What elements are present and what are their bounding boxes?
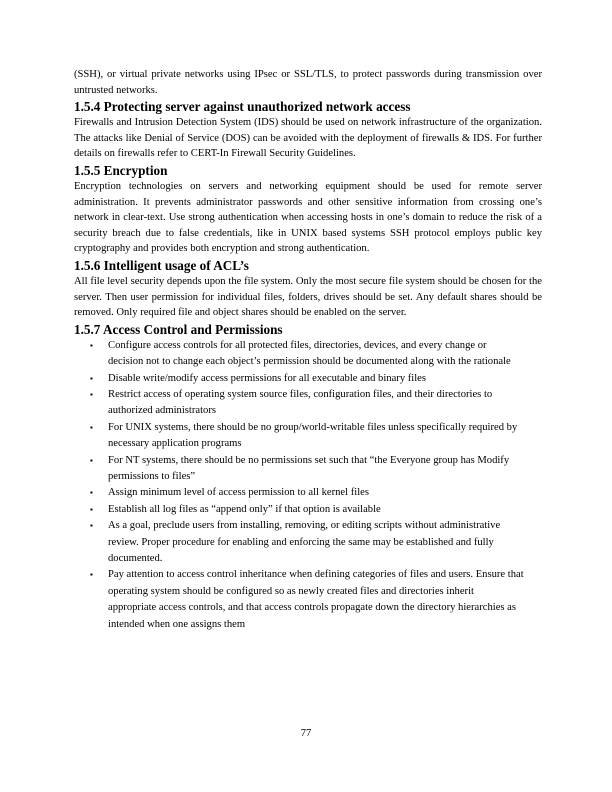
section-heading-1-5-7: 1.5.7 Access Control and Permissions	[74, 321, 283, 337]
square-bullet-icon: ▪	[90, 488, 93, 498]
list-item-text: For NT systems, there should be no permissions set such that “the Everyone group has Modify permissions to files”	[108, 454, 510, 482]
intro-paragraph: (SSH), or virtual private networks using IPsec or SSL/TLS, to protect passwords during transmission over untrusted networks.	[74, 69, 542, 96]
section-body-1-5-5: Encryption technologies on servers and networking equipment should be used for remote server administration. It prevents administrator passwords and other sensitive information from crossing one’s network in clear-text. Use strong authentication when accessing hosts in one’s domain to reduce the risk of a security breach due to false credentials, like in UNIX based systems SSH protocol employs public key cryptography and provides both encryption and strong authentication.	[74, 180, 542, 255]
list-item	[90, 453, 542, 486]
list-item-text: Restrict access of operating system source files, configuration files, and their directories to authorized administrators	[108, 388, 493, 417]
list-item	[90, 518, 542, 567]
list-item	[90, 567, 542, 633]
square-bullet-icon: ▪	[90, 389, 93, 399]
section-body-1-5-4: Firewalls and Intrusion Detection System (IDS) should be used on network infrastructure of the organization. The attacks like Denial of Service (DOS) can be avoided with the deployment of firewalls & IDS. For further details on firewalls refer to CERT-In Firewall Security Guidelines.	[74, 117, 542, 160]
list-item	[90, 371, 542, 387]
square-bullet-icon: ▪	[90, 504, 93, 514]
square-bullet-icon: ▪	[90, 570, 93, 580]
list-item-text: Pay attention to access control inheritance when defining categories of files and users. Ensure that operating system should be configured so as newly created files and directories inherit appropriate access controls, and that access controls propagate down the directory hierarchies as intended when one assigns them	[108, 569, 524, 630]
list-item	[90, 420, 542, 453]
page-number: 77	[300, 728, 312, 739]
square-bullet-icon: ▪	[90, 422, 93, 432]
list-item-text: Disable write/modify access permissions for all executable and binary files	[108, 372, 427, 384]
square-bullet-icon: ▪	[90, 455, 93, 465]
square-bullet-icon: ▪	[90, 521, 93, 531]
list-item-text: Assign minimum level of access permission to all kernel files	[108, 487, 369, 499]
section-heading-1-5-6: 1.5.6 Intelligent usage of ACL’s	[74, 257, 249, 273]
section-body-1-5-6: All file level security depends upon the file system. Only the most secure file system should be chosen for the server. Then user permission for individual files, folders, drives should be set. Any default shares should be removed. Only required file and object shares should be enabled on the server.	[74, 275, 542, 319]
access-control-bullet-list	[74, 338, 542, 633]
list-item	[90, 502, 542, 518]
list-item	[90, 387, 542, 420]
list-item-text: As a goal, preclude users from installing, removing, or editing scripts without administrative review. Proper procedure for enabling and enforcing the same may be established and fully documented.	[108, 520, 501, 564]
list-item-text: Configure access controls for all protected files, directories, devices, and every change or decision not to change each object’s permission should be documented along with the rationale	[108, 339, 511, 368]
section-heading-1-5-5: 1.5.5 Encryption	[74, 162, 168, 178]
list-item-text: For UNIX systems, there should be no group/world-writable files unless specifically required by necessary application programs	[108, 421, 518, 450]
square-bullet-icon: ▪	[90, 373, 93, 383]
list-item	[90, 485, 542, 501]
square-bullet-icon: ▪	[90, 340, 93, 350]
section-heading-1-5-4: 1.5.4 Protecting server against unauthorized network access	[74, 99, 411, 115]
list-item-text: Establish all log files as “append only” if that option is available	[108, 503, 381, 515]
list-item	[90, 338, 542, 371]
